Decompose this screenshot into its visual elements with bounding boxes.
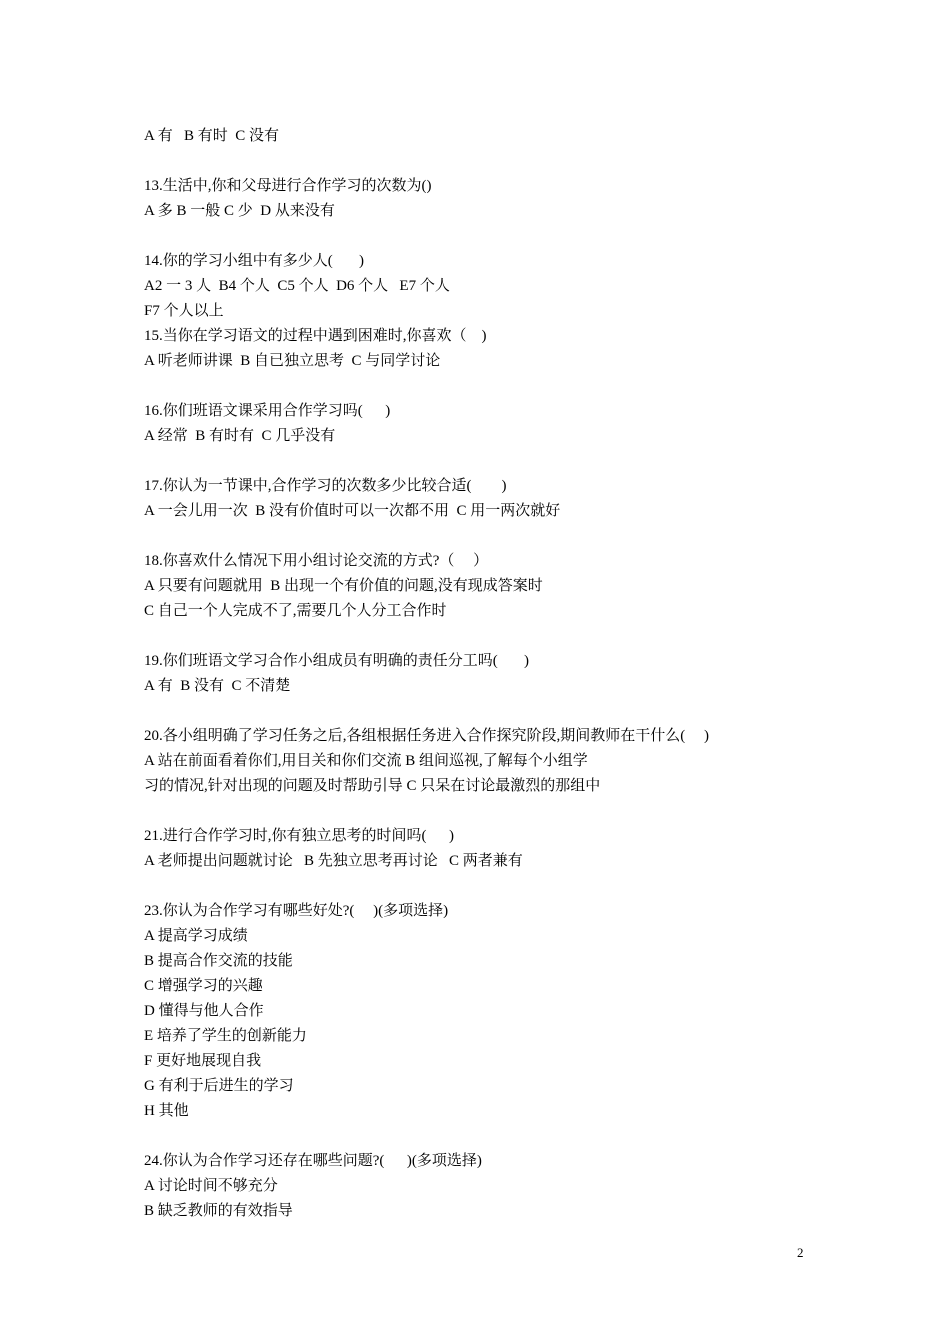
text-line: C 增强学习的兴趣 bbox=[144, 978, 263, 994]
question-block bbox=[144, 1149, 824, 1224]
paragraph-gap bbox=[144, 524, 824, 549]
text-line: G 有利于后进生的学习 bbox=[144, 1078, 294, 1094]
text-line: 21.进行合作学习时,你有独立思考的时间吗( ) bbox=[144, 828, 454, 844]
text-line: H 其他 bbox=[144, 1103, 189, 1119]
text-line: F7 个人以上 bbox=[144, 303, 224, 319]
text-line: A 只要有问题就用 B 出现一个有价值的问题,没有现成答案时 bbox=[144, 578, 543, 594]
question-block bbox=[144, 649, 824, 699]
text-line: A 有 B 有时 C 没有 bbox=[144, 128, 280, 144]
text-line: E 培养了学生的创新能力 bbox=[144, 1028, 307, 1044]
text-line: 24.你认为合作学习还存在哪些问题?( )(多项选择) bbox=[144, 1153, 482, 1169]
question-block bbox=[144, 124, 824, 149]
paragraph-gap bbox=[144, 449, 824, 474]
text-line: 13.生活中,你和父母进行合作学习的次数为() bbox=[144, 178, 432, 194]
text-line: A 讨论时间不够充分 bbox=[144, 1178, 278, 1194]
text-line: 16.你们班语文课采用合作学习吗( ) bbox=[144, 403, 391, 419]
text-line: F 更好地展现自我 bbox=[144, 1053, 262, 1069]
paragraph-gap bbox=[144, 699, 824, 724]
text-line: B 缺乏教师的有效指导 bbox=[144, 1203, 293, 1219]
text-line: D 懂得与他人合作 bbox=[144, 1003, 264, 1019]
text-line: A 听老师讲课 B 自已独立思考 C 与同学讨论 bbox=[144, 353, 441, 369]
text-line: 15.当你在学习语文的过程中遇到困难时,你喜欢（ ) bbox=[144, 328, 487, 344]
text-line: B 提高合作交流的技能 bbox=[144, 953, 293, 969]
text-line: A 经常 B 有时有 C 几乎没有 bbox=[144, 428, 336, 444]
text-line: A 多 B 一般 C 少 D 从来没有 bbox=[144, 203, 335, 219]
question-block bbox=[144, 399, 824, 449]
text-line: A 提高学习成绩 bbox=[144, 928, 248, 944]
paragraph-gap bbox=[144, 1124, 824, 1149]
text-line: 习的情况,针对出现的问题及时帮助引导 C 只呆在讨论最激烈的那组中 bbox=[144, 778, 601, 794]
paragraph-gap bbox=[144, 874, 824, 899]
text-line: 19.你们班语文学习合作小组成员有明确的责任分工吗( ) bbox=[144, 653, 529, 669]
paragraph-gap bbox=[144, 374, 824, 399]
text-line: 18.你喜欢什么情况下用小组讨论交流的方式?（ ） bbox=[144, 553, 489, 569]
text-line: A2 一 3 人 B4 个人 C5 个人 D6 个人 E7 个人 bbox=[144, 278, 450, 294]
paragraph-gap bbox=[144, 149, 824, 174]
text-line: A 站在前面看着你们,用目关和你们交流 B 组间巡视,了解每个小组学 bbox=[144, 753, 588, 769]
text-line: 23.你认为合作学习有哪些好处?( )(多项选择) bbox=[144, 903, 449, 919]
text-line: A 一会儿用一次 B 没有价值时可以一次都不用 C 用一两次就好 bbox=[144, 503, 561, 519]
paragraph-gap bbox=[144, 224, 824, 249]
text-line: C 自己一个人完成不了,需要几个人分工合作时 bbox=[144, 603, 447, 619]
questionnaire-body bbox=[144, 124, 824, 1224]
paragraph-gap bbox=[144, 799, 824, 824]
text-line: A 有 B 没有 C 不清楚 bbox=[144, 678, 291, 694]
page-number: 2 bbox=[797, 1245, 804, 1260]
question-block bbox=[144, 724, 824, 799]
text-line: 17.你认为一节课中,合作学习的次数多少比较合适( ) bbox=[144, 478, 507, 494]
text-line: A 老师提出问题就讨论 B 先独立思考再讨论 C 两者兼有 bbox=[144, 853, 523, 869]
question-block bbox=[144, 824, 824, 874]
question-block bbox=[144, 174, 824, 224]
question-block bbox=[144, 549, 824, 624]
text-line: 14.你的学习小组中有多少人( ) bbox=[144, 253, 364, 269]
question-block bbox=[144, 474, 824, 524]
question-block bbox=[144, 899, 824, 1124]
paragraph-gap bbox=[144, 624, 824, 649]
question-block bbox=[144, 249, 824, 374]
text-line: 20.各小组明确了学习任务之后,各组根据任务进入合作探究阶段,期间教师在干什么( ) bbox=[144, 728, 709, 744]
